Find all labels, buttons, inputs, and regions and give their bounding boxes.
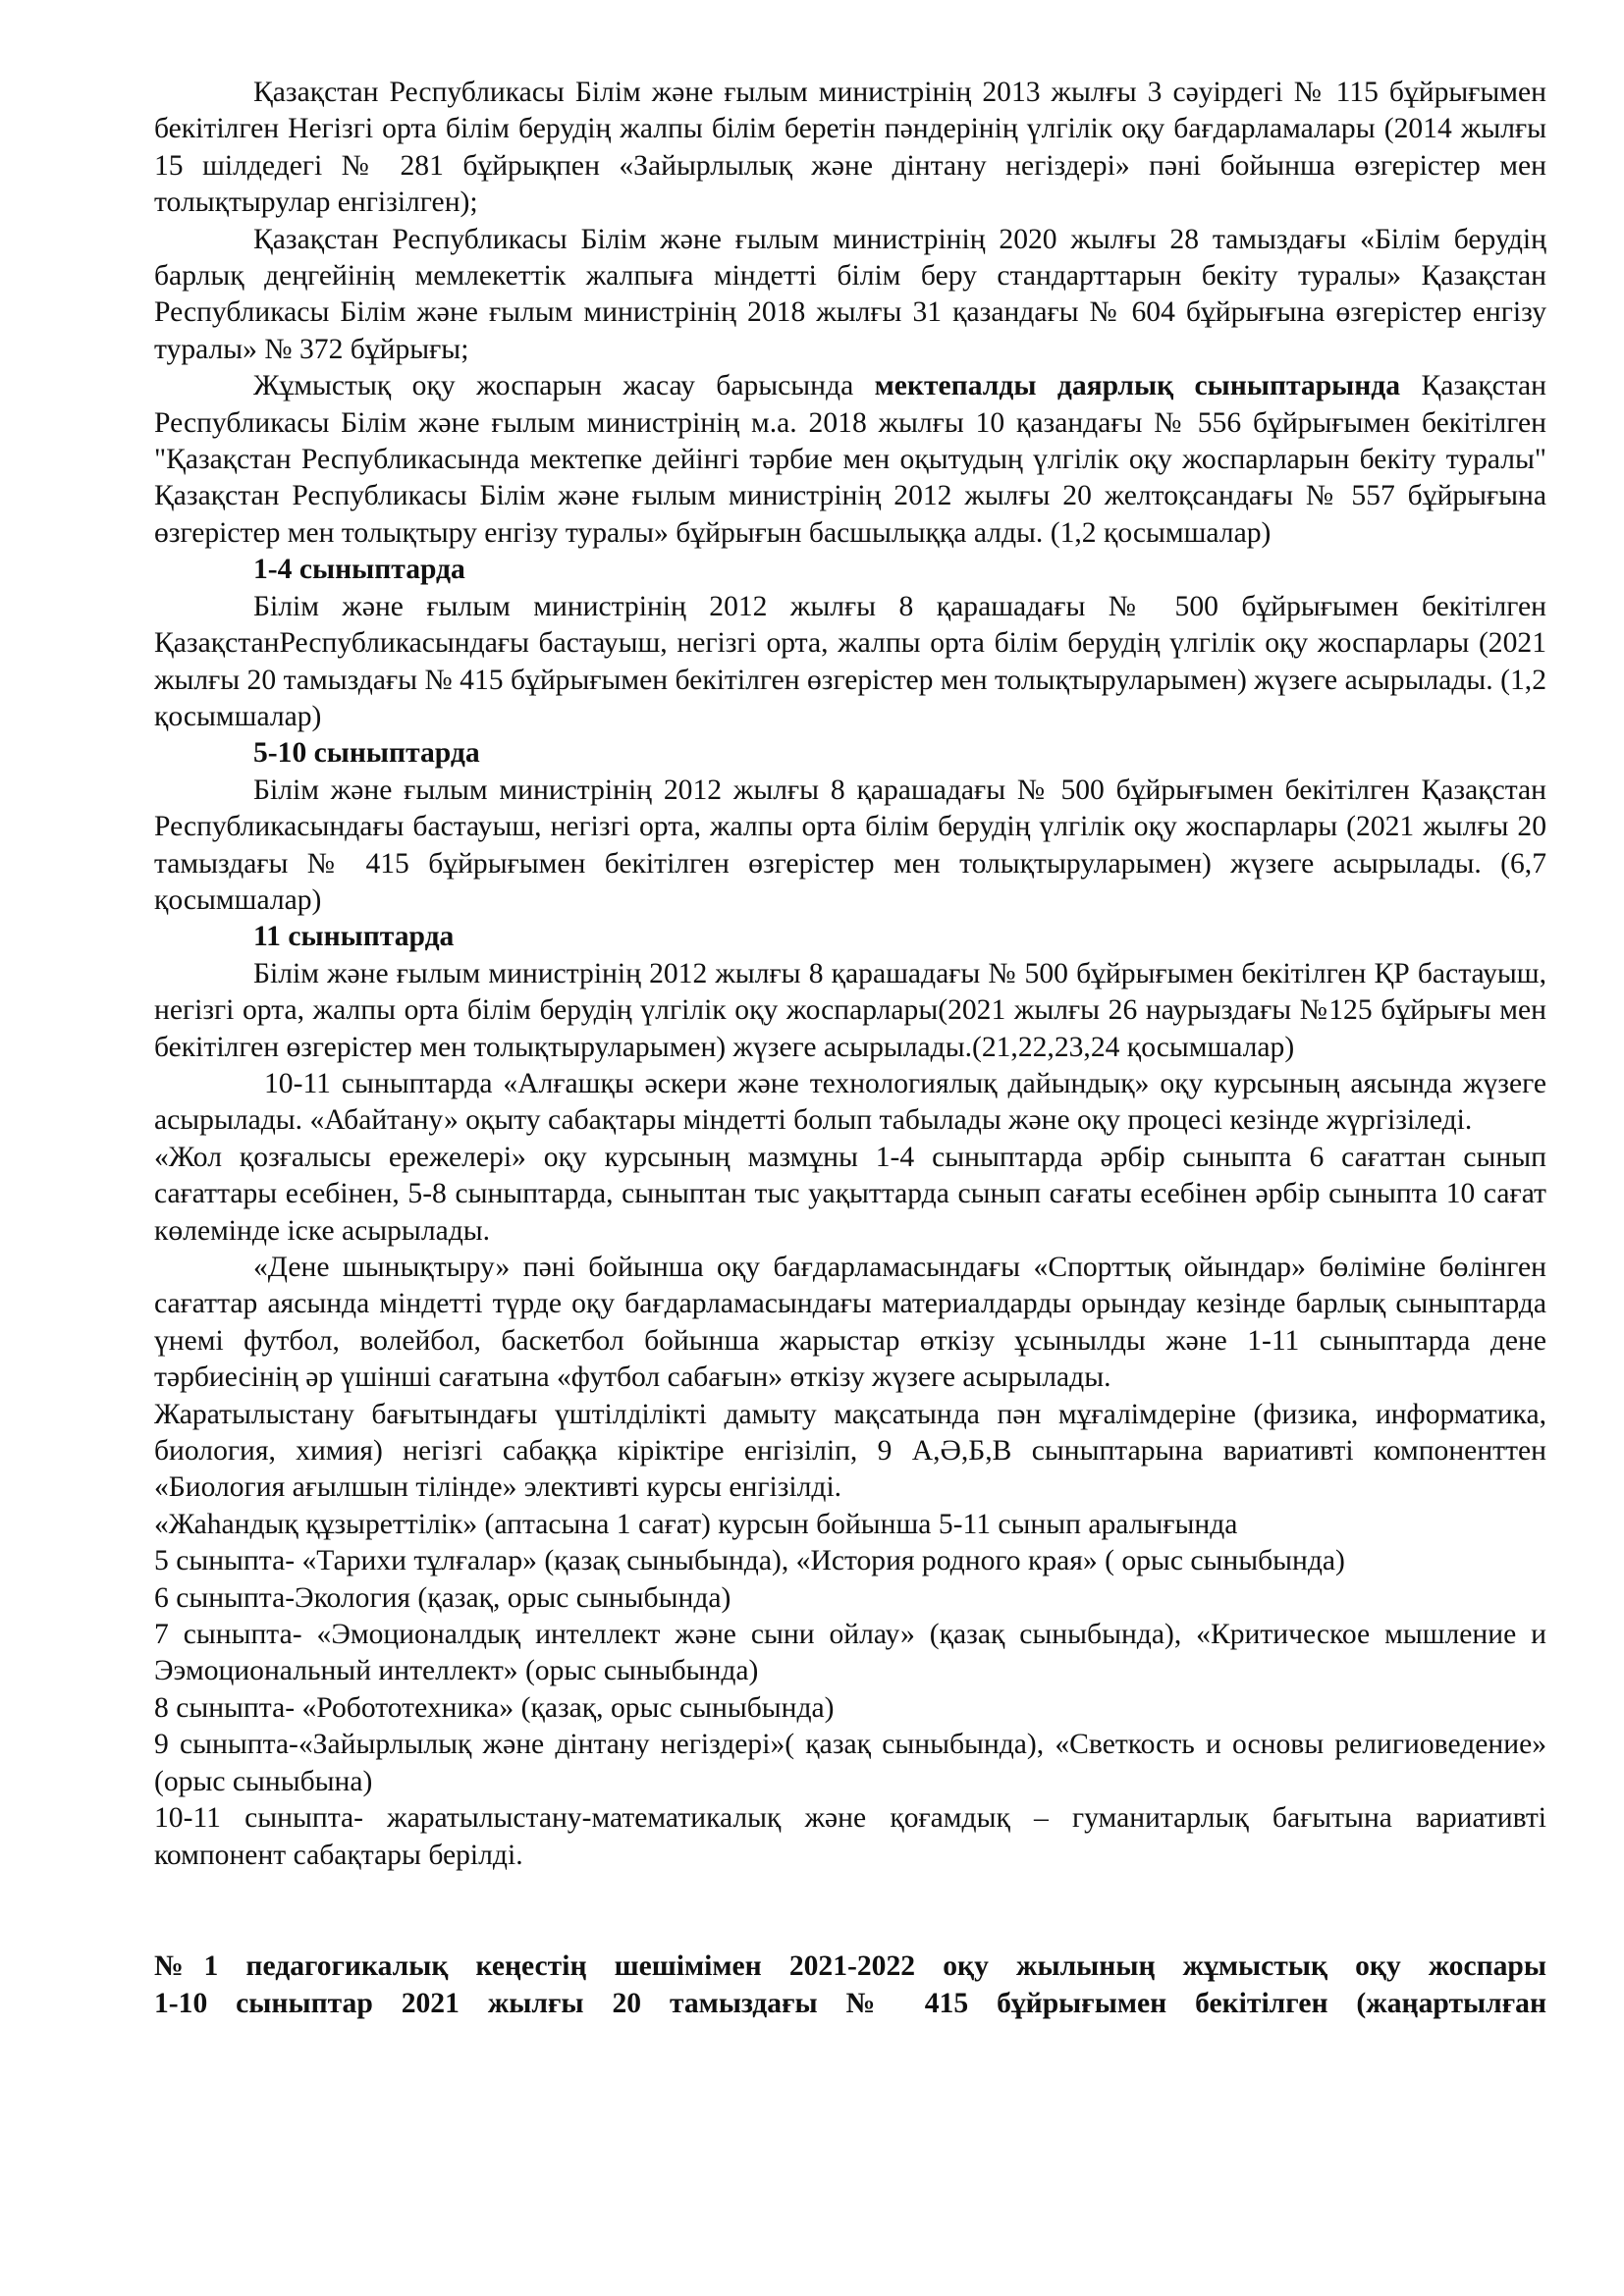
paragraph-grades-11: Білім және ғылым министрінің 2012 жылғы 8 қарашадағы № 500 бұйрығымен бекітілген ҚР бастауыш, негізгі орта, жалпы орта білім берудің үлгілік оқу жоспарлары(2021 жылғы 26 наурыздағы №125 бұйрығы мен бекітілген өзгерістер мен толықтыруларымен) жүзеге асырылады.(21,22,23,24 қосымшалар) [154, 957, 1546, 1063]
paragraph-global-competence: «Жаһандық құзыреттілік» (аптасына 1 сағат) курсын бойынша 5-11 сынып аралығында [154, 1508, 1238, 1540]
closing-title-line-2: 1-10 сыныптар 2021 жылғы 20 тамыздағы № 415 бұйрығымен бекітілген (жаңартылған [154, 1987, 1546, 2019]
heading-grades-11: 11 сыныптарда [253, 921, 455, 953]
paragraph-order-115: Қазақстан Республикасы Білім және ғылым министрінің 2013 жылғы 3 сәуірдегі № 115 бұйрығымен бекітілген Негізгі орта білім берудің жалпы білім беретін пәндерінің үлгілік оқу бағдарламалары (2014 жылғы 15 шілдедегі № 281 бұйрықпен «Зайырлылық және дінтану негіздері» пәні бойынша өзгерістер мен толықтырулар енгізілген); [154, 77, 1546, 219]
paragraph-preschool [154, 368, 1546, 552]
document-page [154, 75, 1546, 2022]
closing-title-line-1: №1 педагогикалық кеңестің шешімімен 2021-2022 оқу жылының жұмыстық оқу жоспары [154, 1949, 1546, 1982]
section-spacer [154, 1874, 1546, 1948]
paragraph-grades-1-4: Білім және ғылым министрінің 2012 жылғы 8 қарашадағы № 500 бұйрығымен бекітілген ҚазақстанРеспубликасындағы бастауыш, негізгі орта, жалпы орта білім берудің үлгілік оқу жоспарлары (2021 жылғы 20 тамыздағы № 415 бұйрығымен бекітілген өзгерістер мен толықтыруларымен) жүзеге асырылады. (1,2 қосымшалар) [154, 590, 1546, 732]
list-item-grade-9: 9 сыныпта-«Зайырлылық және дінтану негіздері»( қазақ сыныбында), «Светкость и основы религиоведение» (орыс сыныбына) [154, 1729, 1546, 1797]
paragraph-physical-education: «Дене шынықтыру» пәні бойынша оқу бағдарламасындағы «Спорттық ойындар» бөліміне бөлінген сағаттар аясында міндетті түрде оқу бағдарламасындағы материалдарды орындау кезінде барлық сыныптарда үнемі футбол, волейбол, баскетбол бойынша жарыстар өткізу ұсынылды және 1-11 сыныптарда дене тәрбиесінің әр үшінші сағатына «футбол сабағын» өткізу жүзеге асырылады. [154, 1252, 1546, 1394]
preschool-intro-text: Жұмыстық оқу жоспарын жасау барысында [253, 370, 875, 402]
heading-grades-1-4: 1-4 сыныптарда [253, 554, 465, 586]
preschool-bold-text: мектепалды даярлық сыныптарында [874, 370, 1401, 402]
list-item-grade-5: 5 сыныпта- «Тарихи тұлғалар» (қазақ сыныбында), «История родного края» ( орыс сыныбында) [154, 1545, 1345, 1577]
list-item-grade-8: 8 сыныпта- «Робототехника» (қазақ, орыс сыныбында) [154, 1691, 835, 1724]
list-item-grade-10-11: 10-11 сыныпта- жаратылыстану-математикалық және қоғамдық – гуманитарлық бағытына вариативті компонент сабақтары берілді. [154, 1802, 1546, 1871]
list-item-grade-6: 6 сыныпта-Экология (қазақ, орыс сыныбында) [154, 1581, 731, 1614]
preschool-body-text: Қазақстан Республикасы Білім және ғылым министрінің м.а. 2018 жылғы 10 қазандағы № 556 бұйрығымен бекітілген "Қазақстан Республикасында мектепке дейінгі тәрбие мен оқытудың үлгілік оқу жоспарларын бекіту туралы" Қазақстан Республикасы Білім және ғылым министрінің 2012 жылғы 20 желтоқсандағы № 557 бұйрығына өзгерістер мен толықтыру енгізу туралы» бұйрығын басшылыққа алды. (1,2 қосымшалар) [154, 370, 1546, 549]
paragraph-military-abai: 10-11 сыныптарда «Алғашқы әскери және технологиялық дайындық» оқу курсының аясында жүзеге асырылады. «Абайтану» оқыту сабақтары міндетті болып табылады және оқу процесі кезінде жүргізіледі. [154, 1067, 1546, 1137]
heading-grades-5-10: 5-10 сыныптарда [253, 737, 480, 770]
list-item-grade-7: 7 сыныпта- «Эмоционалдық интеллект және сыни ойлау» (қазақ сыныбында), «Критическое мышление и Ээмоциональный интеллект» (орыс сыныбында) [154, 1619, 1546, 1687]
paragraph-order-372: Қазақстан Республикасы Білім және ғылым министрінің 2020 жылғы 28 тамыздағы «Білім берудің барлық деңгейінің мемлекеттік жалпыға міндетті білім беру стандарттарын бекіту туралы» Қазақстан Республикасы Білім және ғылым министрінің 2018 жылғы 31 қазандағы № 604 бұйрығына өзгерістер енгізу туралы» № 372 бұйрығы; [154, 223, 1546, 365]
paragraph-road-rules: «Жол қозғалысы ережелері» оқу курсының мазмұны 1-4 сыныптарда әрбір сыныпта 6 сағаттан сынып сағаттары есебінен, 5-8 сыныптарда, сыныптан тыс уақыттарда сынып сағаты есебінен әрбір сыныпта 10 сағат көлемінде іске асырылады. [154, 1141, 1546, 1247]
paragraph-natural-science: Жаратылыстану бағытындағы үштілділікті дамыту мақсатында пән мұғалімдеріне (физика, информатика, биология, химия) негізгі сабаққа кіріктіре енгізіліп, 9 А,Ә,Б,В сыныптарына вариативті компоненттен «Биология ағылшын тілінде» элективті курсы енгізілді. [154, 1398, 1546, 1504]
paragraph-grades-5-10: Білім және ғылым министрінің 2012 жылғы 8 қарашадағы № 500 бұйрығымен бекітілген Қазақстан Республикасындағы бастауыш, негізгі орта, жалпы орта білім берудің үлгілік оқу жоспарлары (2021 жылғы 20 тамыздағы № 415 бұйрығымен бекітілген өзгерістер мен толықтыруларымен) жүзеге асырылады. (6,7 қосымшалар) [154, 774, 1546, 916]
